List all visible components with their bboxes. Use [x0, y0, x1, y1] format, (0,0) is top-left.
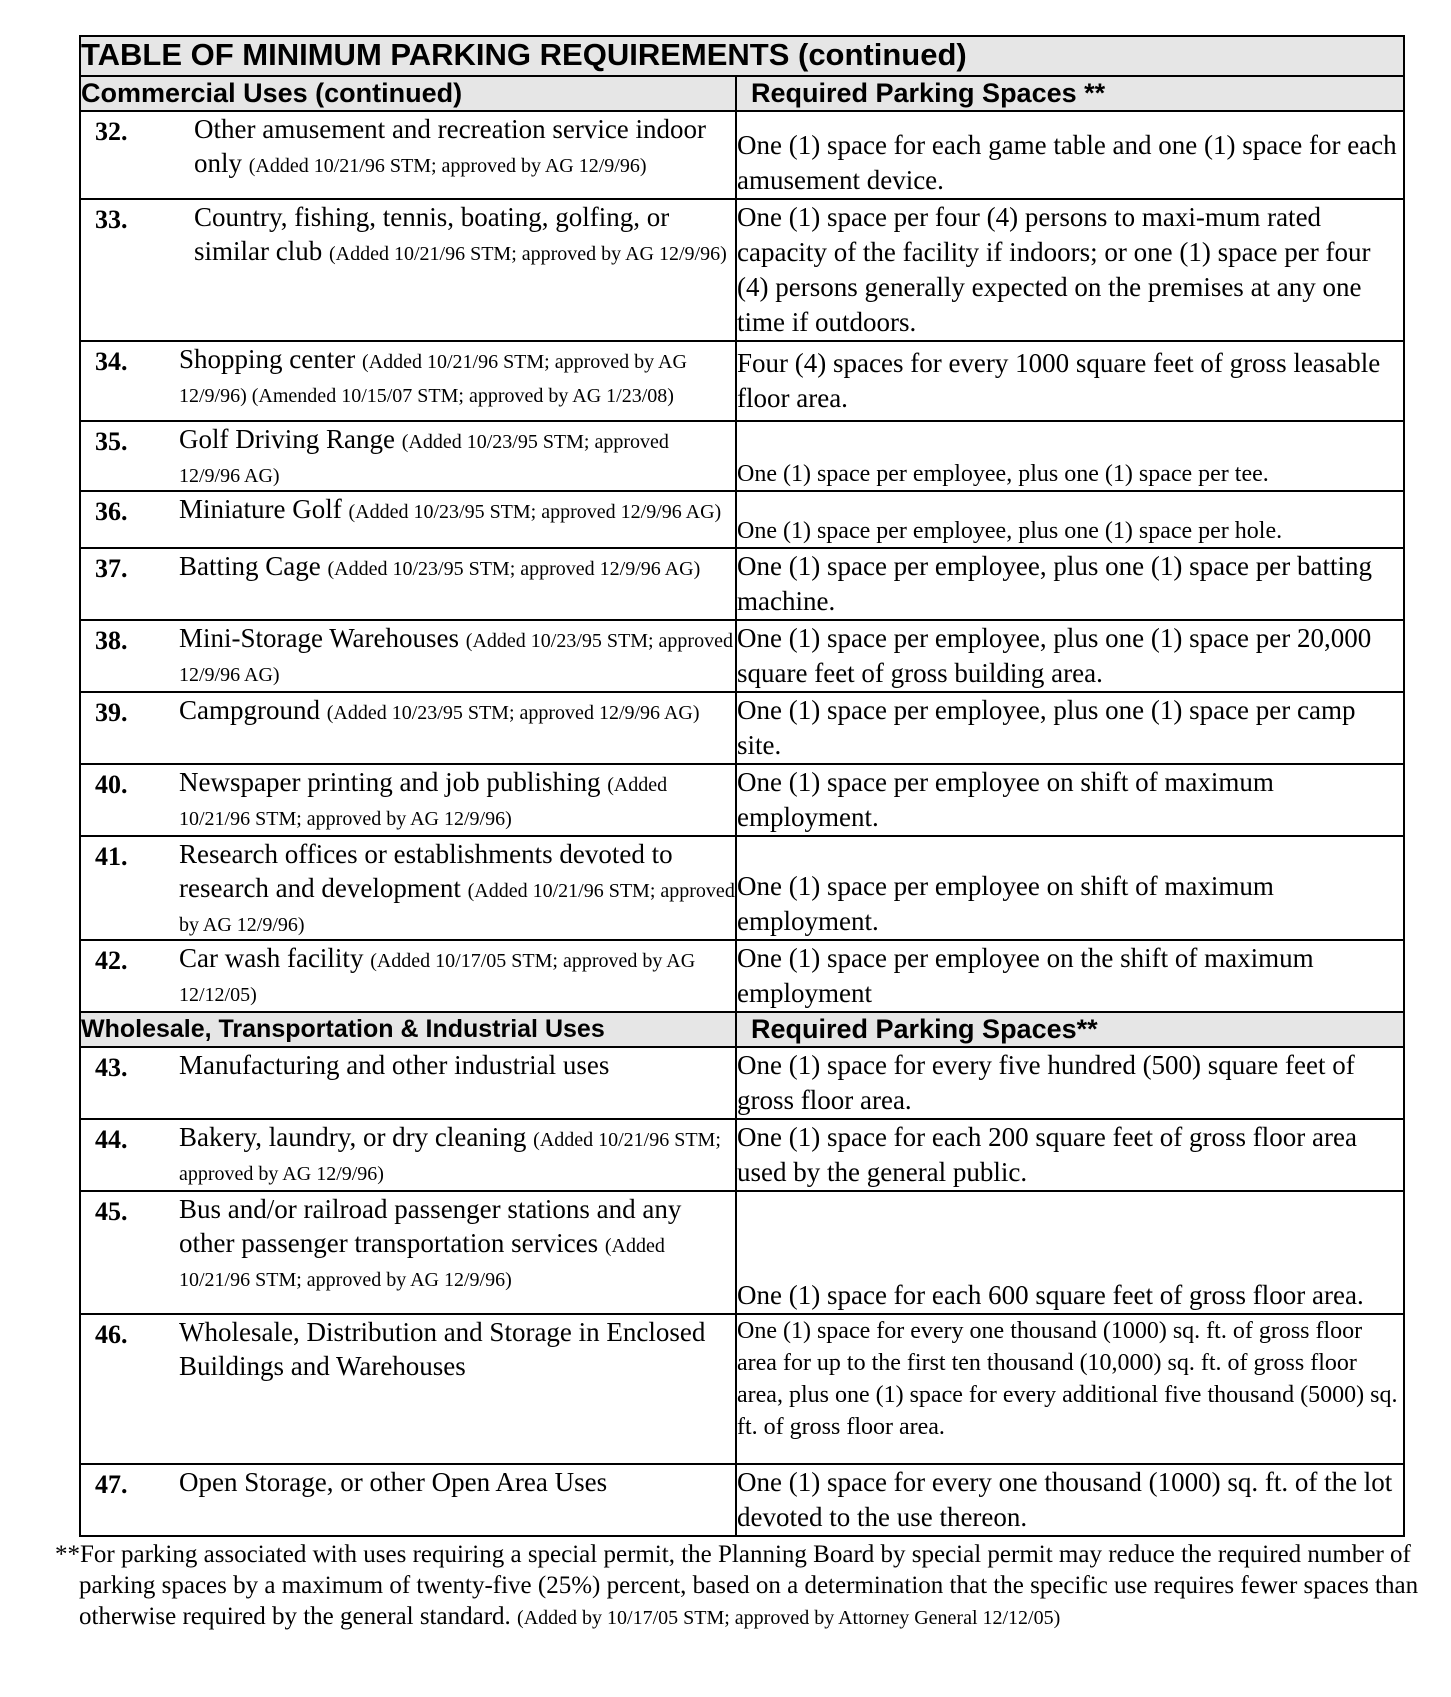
- required-spaces: One (1) space for each 200 square feet of gross floor area used by the general public.: [736, 1119, 1404, 1191]
- parking-table-page: [55, 35, 1419, 1634]
- amendment-note: (Added 10/21/96 STM; approved by AG 12/9/96): [179, 1235, 665, 1291]
- use-name: Newspaper printing and job publishing: [179, 767, 601, 797]
- table-title-row: [80, 36, 1404, 76]
- required-spaces: One (1) space per employee on shift of maximum employment.: [736, 764, 1404, 836]
- use-name: Bus and/or railroad passenger stations and any other passenger transportation services: [179, 1194, 682, 1258]
- amendment-note: (Added 10/23/95 STM; approved 12/9/96 AG): [179, 431, 669, 487]
- use-name: Wholesale, Distribution and Storage in Enclosed Buildings and Warehouses: [179, 1317, 706, 1381]
- table-row: [80, 111, 1404, 199]
- footnote: [55, 1539, 1419, 1634]
- amendment-note: (Added 10/23/95 STM; approved 12/9/96 AG): [327, 558, 701, 580]
- use-number: 46.: [95, 1320, 128, 1349]
- section-heading: Commercial Uses (continued): [80, 76, 736, 111]
- table-row: [80, 836, 1404, 940]
- use-name: Campground: [179, 695, 320, 725]
- use-name: Manufacturing and other industrial uses: [179, 1050, 610, 1080]
- required-spaces: One (1) space per employee on the shift of maximum employment: [736, 940, 1404, 1012]
- amendment-note: (Added 10/23/95 STM; approved 12/9/96 AG): [326, 702, 700, 724]
- amendment-note: (Added 10/21/96 STM; approved by AG 12/9/96): [248, 155, 647, 177]
- footnote-mark: **: [55, 1541, 80, 1568]
- required-spaces: One (1) space per employee, plus one (1) space per hole.: [736, 491, 1404, 548]
- use-number: 44.: [95, 1125, 128, 1154]
- section-header-row: [80, 1012, 1404, 1047]
- use-cell: [80, 341, 736, 421]
- footnote-text: For parking associated with uses requiring a special permit, the Planning Board by special permit may reduce the required number of parking spaces by a maximum of twenty-five (25%) percent, based on a determination that the specific use requires fewer spaces than otherwise required by the general standard.: [79, 1541, 1419, 1630]
- use-number: 45.: [95, 1197, 128, 1226]
- amendment-note: (Added 10/21/96 STM; approved by AG 12/9/96): [179, 774, 668, 830]
- use-name: Miniature Golf: [179, 494, 342, 524]
- use-cell: [80, 111, 736, 199]
- use-name: Car wash facility: [179, 943, 364, 973]
- table-row: [80, 1314, 1404, 1464]
- use-number: 40.: [95, 770, 128, 799]
- use-name: Bakery, laundry, or dry cleaning: [179, 1122, 527, 1152]
- use-number: 41.: [95, 842, 128, 871]
- required-spaces: One (1) space per four (4) persons to maxi-mum rated capacity of the facility if indoors; or one (1) space per four (4) persons generally expected on the premises at any one time if outdoors.: [736, 199, 1404, 341]
- use-name: Research offices or establishments devoted to research and development: [179, 839, 673, 903]
- use-cell: [80, 692, 736, 764]
- use-name: Open Storage, or other Open Area Uses: [179, 1467, 608, 1497]
- amendment-note: (Added 10/23/95 STM; approved 12/9/96 AG): [179, 630, 733, 686]
- table-row: [80, 548, 1404, 620]
- table-row: [80, 341, 1404, 421]
- use-cell: [80, 764, 736, 836]
- table-row: [80, 491, 1404, 548]
- table-row: [80, 199, 1404, 341]
- amendment-note: (Added 10/21/96 STM; approved by AG 12/9/96): [328, 243, 727, 265]
- amendment-note: (Added 10/21/96 STM; approved by AG 12/9/96): [179, 880, 735, 936]
- use-number: 37.: [95, 554, 128, 583]
- amendment-note: (Added 10/21/96 STM; approved by AG 12/9/96): [179, 1129, 721, 1185]
- table-row: [80, 620, 1404, 692]
- use-number: 38.: [95, 626, 128, 655]
- use-name: Country, fishing, tennis, boating, golfing, or similar club: [194, 202, 670, 266]
- use-number: 33.: [95, 205, 128, 234]
- use-cell: [80, 548, 736, 620]
- use-cell: [80, 1047, 736, 1119]
- required-spaces: One (1) space per employee, plus one (1) space per camp site.: [736, 692, 1404, 764]
- use-cell: [80, 491, 736, 548]
- use-number: 42.: [95, 946, 128, 975]
- required-spaces: One (1) space for every one thousand (1000) sq. ft. of the lot devoted to the use thereon.: [736, 1464, 1404, 1536]
- section-header-row: [80, 76, 1404, 111]
- required-spaces: One (1) space per employee, plus one (1) space per 20,000 square feet of gross building area.: [736, 620, 1404, 692]
- amendment-note: (Added 10/17/05 STM; approved by AG 12/12/05): [179, 950, 696, 1006]
- use-cell: [80, 199, 736, 341]
- use-name: Golf Driving Range: [179, 424, 395, 454]
- table-row: [80, 421, 1404, 491]
- use-cell: [80, 940, 736, 1012]
- table-row: [80, 1119, 1404, 1191]
- use-cell: [80, 1119, 736, 1191]
- required-spaces: One (1) space for every one thousand (1000) sq. ft. of gross floor area for up to the first ten thousand (10,000) sq. ft. of gross floor area, plus one (1) space for every additional five thousand (5000) sq. ft. of gross floor area.: [736, 1314, 1404, 1464]
- use-name: Mini-Storage Warehouses: [179, 623, 460, 653]
- required-spaces: One (1) space for each 600 square feet of gross floor area.: [736, 1191, 1404, 1314]
- table-row: [80, 1191, 1404, 1314]
- table-row: [80, 1047, 1404, 1119]
- use-number: 32.: [95, 117, 128, 146]
- required-heading: Required Parking Spaces**: [736, 1012, 1404, 1047]
- use-number: 47.: [95, 1470, 128, 1499]
- table-row: [80, 1464, 1404, 1536]
- required-spaces: One (1) space per employee on shift of maximum employment.: [736, 836, 1404, 940]
- required-spaces: One (1) space per employee, plus one (1) space per tee.: [736, 421, 1404, 491]
- required-spaces: One (1) space for each game table and one (1) space for each amusement device.: [736, 111, 1404, 199]
- section-heading: Wholesale, Transportation & Industrial Uses: [80, 1012, 736, 1047]
- use-cell: [80, 1314, 736, 1464]
- use-cell: [80, 1464, 736, 1536]
- table-row: [80, 764, 1404, 836]
- use-number: 35.: [95, 427, 128, 456]
- amendment-note: (Added 10/23/95 STM; approved 12/9/96 AG): [348, 501, 722, 523]
- required-spaces: One (1) space for every five hundred (500) square feet of gross floor area.: [736, 1047, 1404, 1119]
- use-cell: [80, 1191, 736, 1314]
- use-number: 34.: [95, 347, 128, 376]
- use-cell: [80, 836, 736, 940]
- table-title: TABLE OF MINIMUM PARKING REQUIREMENTS (continued): [80, 36, 1404, 76]
- parking-requirements-table: [79, 35, 1405, 1537]
- required-heading: Required Parking Spaces **: [736, 76, 1404, 111]
- required-spaces: Four (4) spaces for every 1000 square feet of gross leasable floor area.: [736, 341, 1404, 421]
- use-cell: [80, 620, 736, 692]
- use-name: Batting Cage: [179, 551, 321, 581]
- use-number: 39.: [95, 698, 128, 727]
- amendment-note: (Added 10/21/96 STM; approved by AG 12/9/96) (Amended 10/15/07 STM; approved by AG 1/23/08): [179, 351, 687, 407]
- footnote-amendment: (Added by 10/17/05 STM; approved by Attorney General 12/12/05): [517, 1607, 1061, 1629]
- table-row: [80, 940, 1404, 1012]
- use-cell: [80, 421, 736, 491]
- table-row: [80, 692, 1404, 764]
- use-name: Other amusement and recreation service indoor only: [194, 114, 707, 178]
- use-name: Shopping center: [179, 344, 356, 374]
- use-number: 43.: [95, 1053, 128, 1082]
- use-number: 36.: [95, 497, 128, 526]
- required-spaces: One (1) space per employee, plus one (1) space per batting machine.: [736, 548, 1404, 620]
